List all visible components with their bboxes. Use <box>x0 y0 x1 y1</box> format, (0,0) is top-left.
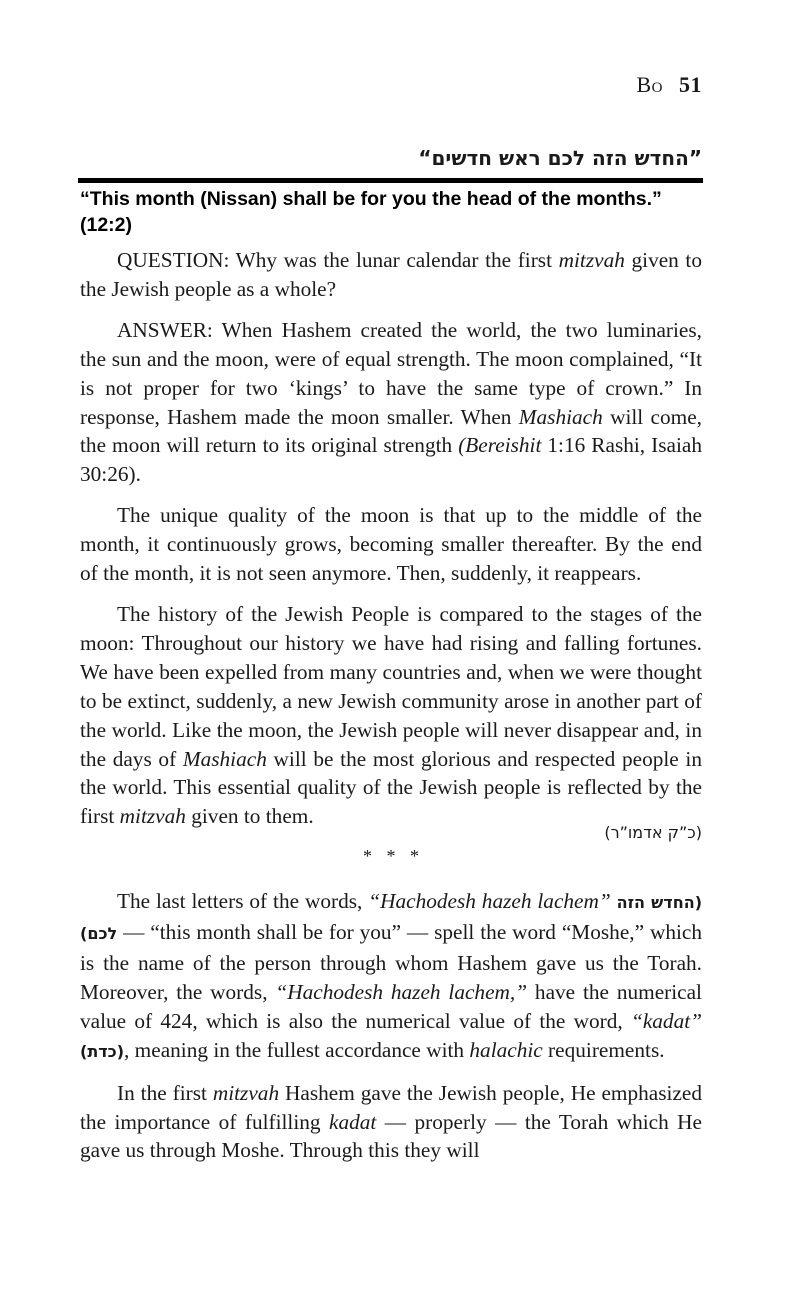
page-number: 51 <box>679 72 702 97</box>
italic-term: halachic <box>469 1037 543 1062</box>
paragraph-answer <box>80 316 702 489</box>
paragraph-first-mitzvah <box>80 1079 702 1166</box>
text-run: given to them. <box>185 804 314 829</box>
text-run: In the first <box>117 1080 213 1105</box>
text-run: 1:16 Rashi, Isaiah 30:26). <box>80 433 702 487</box>
italic-term: “Hachodesh hazeh lachem,” <box>275 979 528 1004</box>
italic-term: (Bereishit <box>458 433 542 458</box>
text-run: — “this month shall be for you” — spell the word “Moshe,” which is the name of the person through whom Hashem gave us the Torah. Moreover, the words, <box>80 920 702 1004</box>
paragraph-question <box>80 246 702 304</box>
text-run: Hashem gave the Jewish people, He emphasized the importance of fulfilling <box>80 1080 702 1134</box>
section-separator: * * * <box>363 846 419 867</box>
text-run: — properly — the Torah which He gave us through Moshe. Through this they will <box>80 1109 702 1163</box>
source-hebrew: (כ”ק אדמו”ר) <box>604 823 702 843</box>
hebrew-inline: (כדת) <box>80 1041 125 1061</box>
book-name: Bo <box>636 72 663 97</box>
italic-term: mitzvah <box>119 804 186 829</box>
text-run: The history of the Jewish People is compared to the stages of the moon: Throughout our history we have had rising and falling fortunes. We have been expelled from many countries and, when we were thought to be extinct, suddenly, a new Jewish community arose in another part of the world. Like the moon, the Jewish people will never disappear and, in the days of <box>80 601 702 771</box>
hebrew-inline: (החדש הזה לכם) <box>80 893 703 944</box>
verse-translation: “This month (Nissan) shall be for you the head of the months.” (12:2) <box>80 188 662 236</box>
paragraph-moon-quality: The unique quality of the moon is that up to the middle of the month, it continuously grows, becoming smaller thereafter. By the end of the month, it is not seen anymore. Then, suddenly, it reappears. <box>80 503 702 586</box>
italic-term: Mashiach <box>182 746 267 771</box>
text-run: have the numerical value of 424, which is also the numerical value of the word, <box>80 979 702 1033</box>
heading-rule <box>78 178 703 183</box>
italic-term: mitzvah <box>212 1080 280 1105</box>
italic-term: “kadat” <box>630 1008 702 1033</box>
text-run: QUESTION: Why was the lunar calendar the first <box>117 248 559 272</box>
text-run: The last letters of the words, <box>117 889 369 914</box>
italic-term: “Hachodesh hazeh lachem” <box>368 889 611 914</box>
body-text <box>80 246 702 1177</box>
hebrew-verse-heading: ”החדש הזה לכם ראש חדשים“ <box>418 146 702 170</box>
running-head <box>636 72 702 98</box>
paragraph-last-letters <box>80 887 702 1066</box>
text-run: given to the Jewish people as a whole? <box>80 248 702 301</box>
text-run: ANSWER: When Hashem created the world, the two luminaries, the sun and the moon, were of equal strength. The moon complained, “It is not proper for two ‘kings’ to have the same type of crown.” In response, Hashem made the moon smaller. When <box>80 317 702 429</box>
text-run: will come, the moon will return to its original strength <box>80 404 702 458</box>
text-run: , meaning in the fullest accordance with <box>124 1037 470 1062</box>
paragraph-jewish-history <box>80 600 702 831</box>
italic-term: mitzvah <box>558 248 625 272</box>
text-run: will be the most glorious and respected people in the world. This essential quality of the Jewish people is reflected by the first <box>80 746 702 829</box>
text-run: requirements. <box>542 1037 665 1062</box>
italic-term: kadat <box>329 1109 377 1134</box>
italic-term: Mashiach <box>518 404 603 429</box>
